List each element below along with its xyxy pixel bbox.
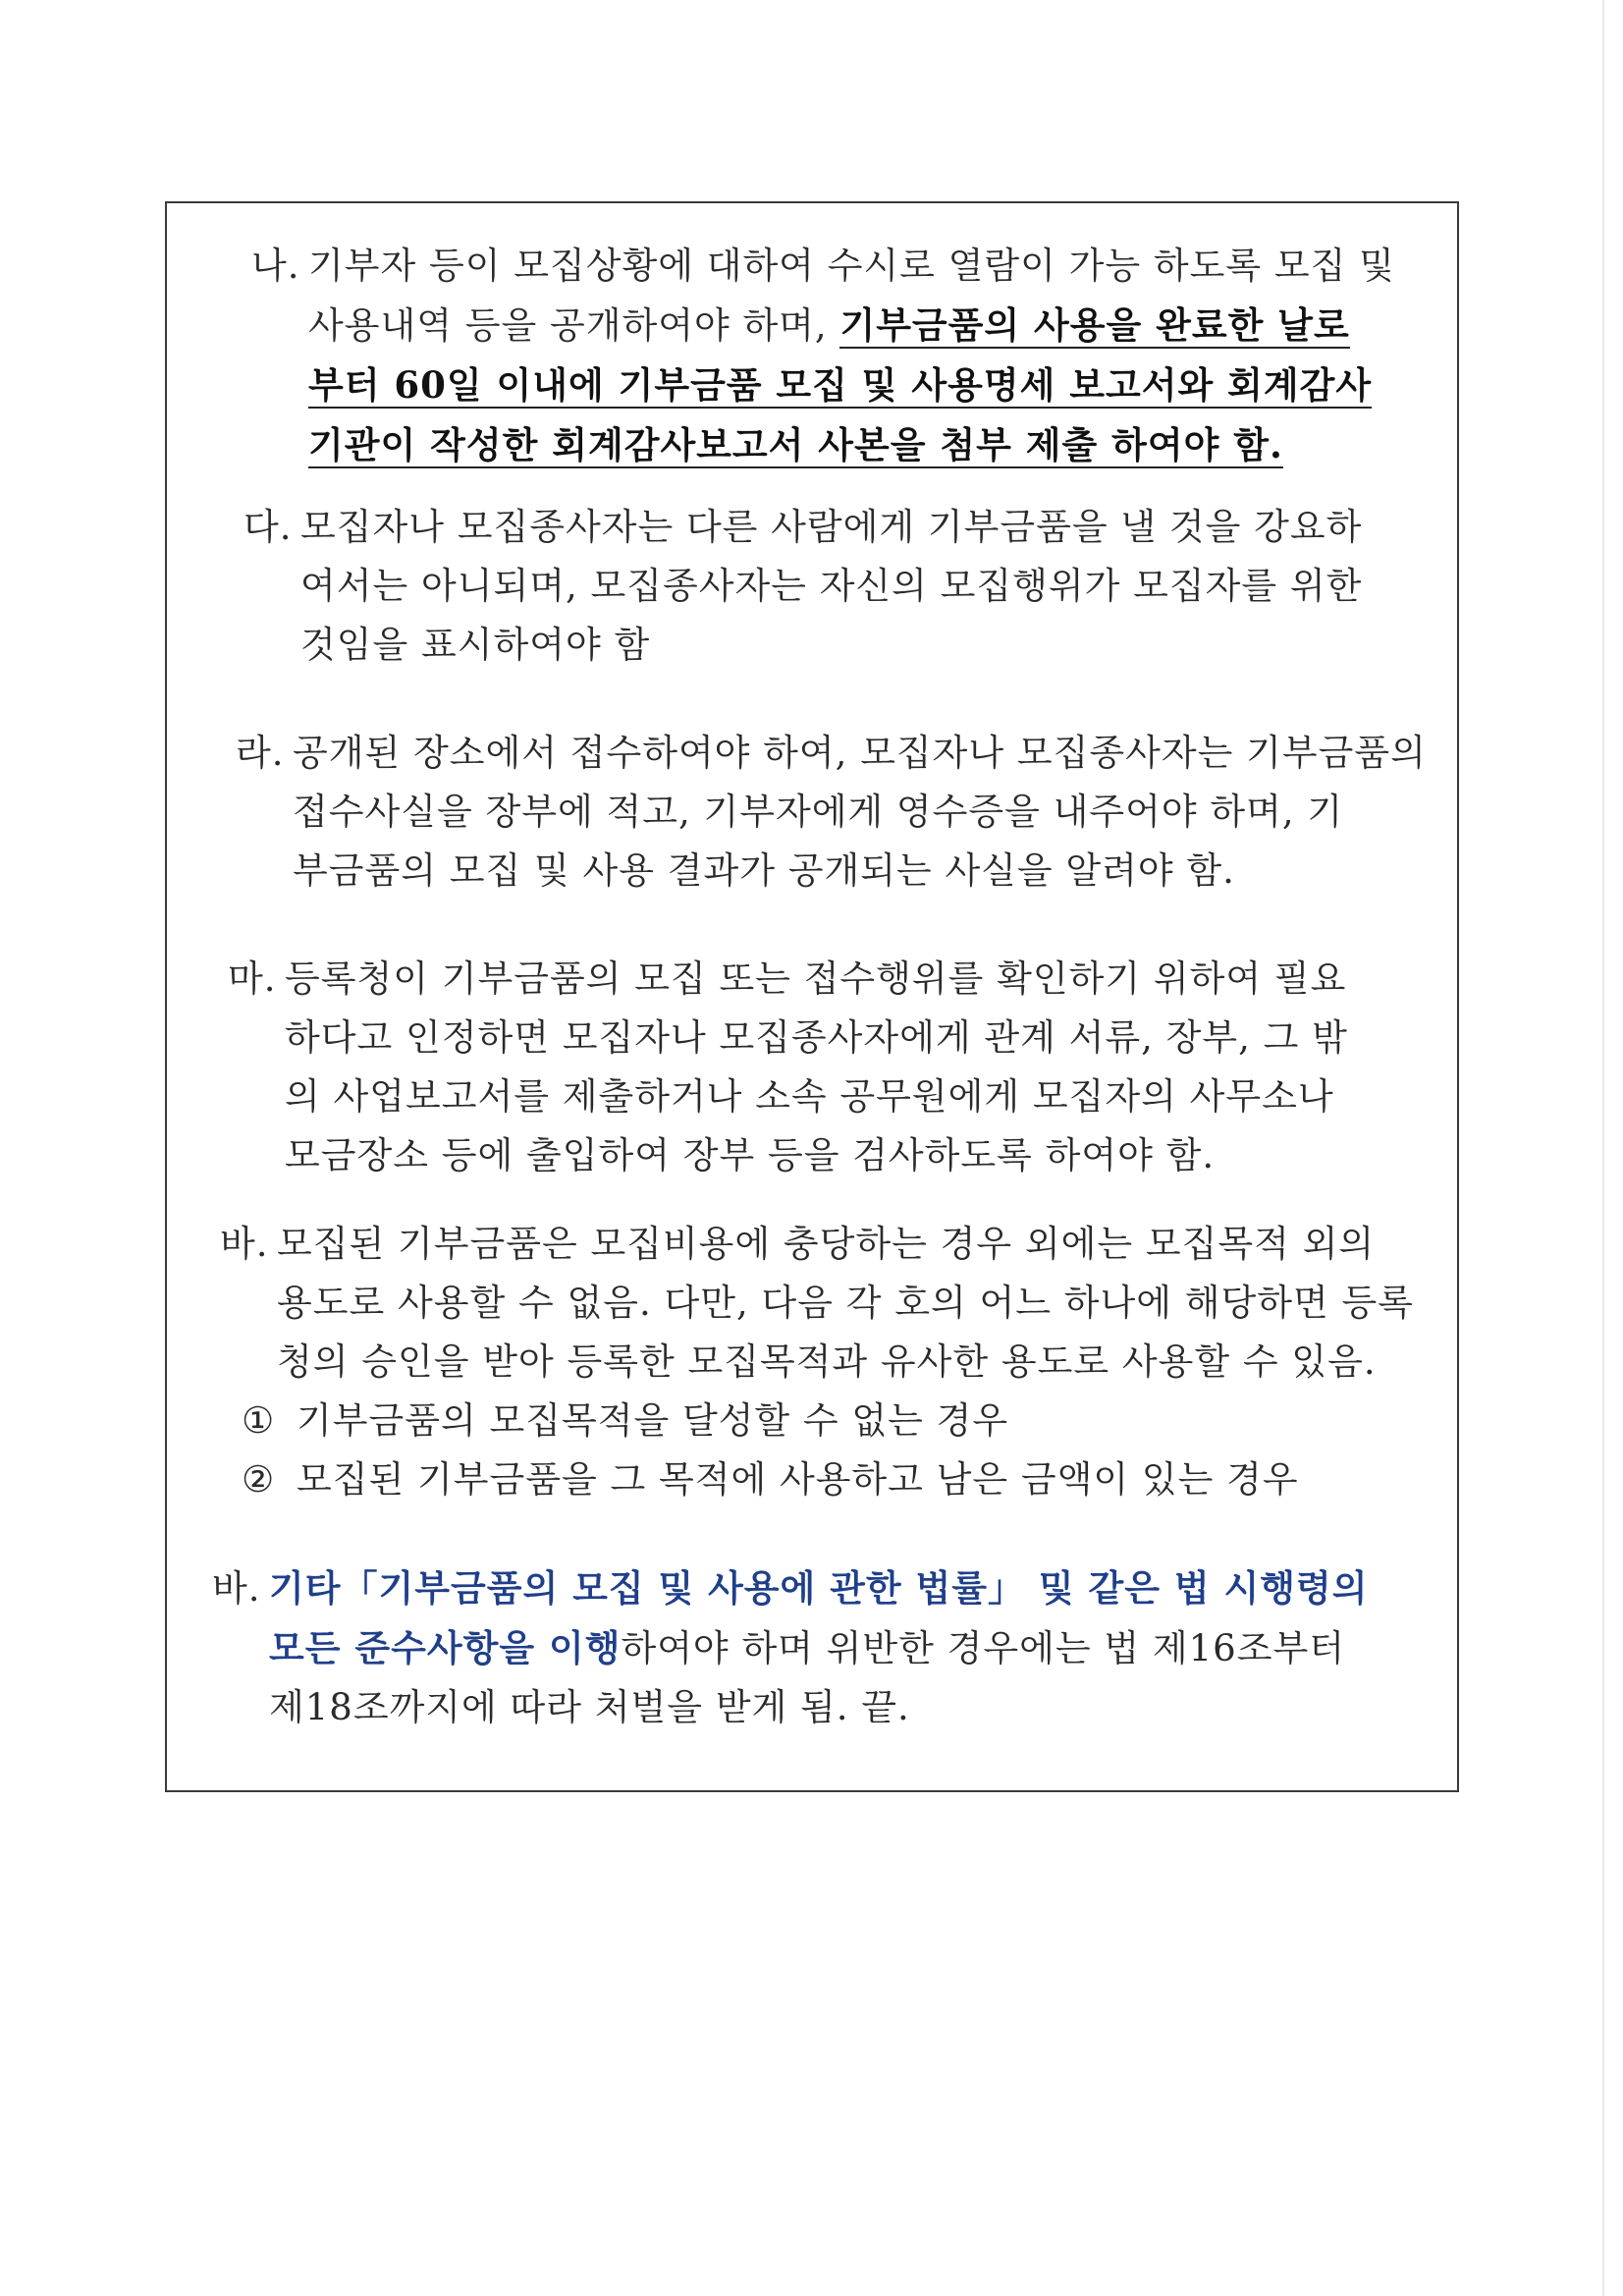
section-ba-line-2: 용도로 사용할 수 없음. 다만, 다음 각 호의 어느 하나에 해당하면 등록 bbox=[277, 1282, 1414, 1324]
section-marker: 나. bbox=[251, 245, 300, 287]
section-ba-final bbox=[212, 1558, 1368, 1737]
underlined-emphasis: 기부금품의 사용을 완료한 날로 bbox=[839, 303, 1350, 347]
sub-item-1: ① 기부금품의 모집목적을 달성할 수 없는 경우 bbox=[220, 1392, 1414, 1450]
section-na-line-4 bbox=[251, 415, 1395, 475]
section-ma-line-1: 마. 등록청이 기부금품의 모집 또는 접수행위를 확인하기 위하여 필요 bbox=[228, 950, 1348, 1009]
section-ba-final-line-3: 제18조까지에 따라 처벌을 받게 됨. 끝. bbox=[269, 1686, 910, 1728]
scan-edge-line bbox=[1602, 0, 1604, 2296]
sub-item-2: ② 모집된 기부금품을 그 목적에 사용하고 남은 금액이 있는 경우 bbox=[220, 1450, 1414, 1509]
section-na bbox=[251, 237, 1395, 475]
section-marker: 라. bbox=[236, 732, 285, 774]
blue-emphasis: 모든 준수사항을 이행 bbox=[269, 1626, 622, 1669]
underlined-emphasis: 부터 60일 이내에 기부금품 모집 및 사용명세 보고서와 회계감사 bbox=[308, 363, 1373, 407]
section-ma bbox=[228, 950, 1348, 1185]
section-na-line-3 bbox=[251, 355, 1395, 415]
section-marker: 마. bbox=[228, 957, 277, 1000]
section-ba bbox=[220, 1215, 1414, 1509]
section-da bbox=[243, 498, 1362, 675]
section-ma-line-2: 하다고 인정하면 모집자나 모집종사자에게 관계 서류, 장부, 그 밖 bbox=[285, 1016, 1348, 1059]
section-ma-line-4: 모금장소 등에 출입하여 장부 등을 검사하도록 하여야 함. bbox=[285, 1134, 1216, 1176]
content-box bbox=[165, 201, 1459, 1792]
section-ba-line-3: 청의 승인을 받아 등록한 모집목적과 유사한 용도로 사용할 수 있음. bbox=[277, 1340, 1377, 1383]
section-marker: 바. bbox=[212, 1567, 261, 1610]
section-na-line-2: 사용내역 등을 공개하여야 하며, 기부금품의 사용을 완료한 날로 bbox=[308, 303, 1350, 347]
section-ra-line-3: 부금품의 모집 및 사용 결과가 공개되는 사실을 알려야 함. bbox=[293, 849, 1235, 892]
section-ra-line-1: 라. 공개된 장소에서 접수하여야 하여, 모집자나 모집종사자는 기부금품의 bbox=[236, 724, 1427, 783]
section-ba-final-line-1 bbox=[212, 1558, 1368, 1618]
section-marker: 바. bbox=[220, 1223, 269, 1265]
section-ra-line-2: 접수사실을 장부에 적고, 기부자에게 영수증을 내주어야 하며, 기 bbox=[293, 791, 1344, 833]
section-na-line-1: 나. 기부자 등이 모집상황에 대하여 수시로 열람이 가능 하도록 모집 및 bbox=[251, 237, 1395, 296]
section-ba-final-line-2: 모든 준수사항을 이행하여야 하며 위반한 경우에는 법 제16조부터 bbox=[269, 1626, 1345, 1669]
blue-emphasis: 기타「기부금품의 모집 및 사용에 관한 법률」 및 같은 법 시행령의 bbox=[269, 1566, 1369, 1610]
circled-number-1: ① bbox=[242, 1399, 276, 1442]
circled-number-2: ② bbox=[242, 1458, 276, 1501]
section-da-line-1: 다. 모집자나 모집종사자는 다른 사람에게 기부금품을 낼 것을 강요하 bbox=[243, 498, 1362, 557]
section-da-line-3: 것임을 표시하여야 함 bbox=[300, 624, 651, 666]
section-ba-line-1: 바. 모집된 기부금품은 모집비용에 충당하는 경우 외에는 모집목적 외의 bbox=[220, 1215, 1414, 1274]
underlined-emphasis: 기관이 작성한 회계감사보고서 사본을 첨부 제출 하여야 함. bbox=[308, 423, 1283, 466]
section-ra bbox=[236, 724, 1427, 901]
section-ma-line-3: 의 사업보고서를 제출하거나 소속 공무원에게 모집자의 사무소나 bbox=[285, 1075, 1334, 1118]
section-marker: 다. bbox=[243, 506, 293, 548]
section-da-line-2: 여서는 아니되며, 모집종사자는 자신의 모집행위가 모집자를 위한 bbox=[300, 565, 1363, 607]
